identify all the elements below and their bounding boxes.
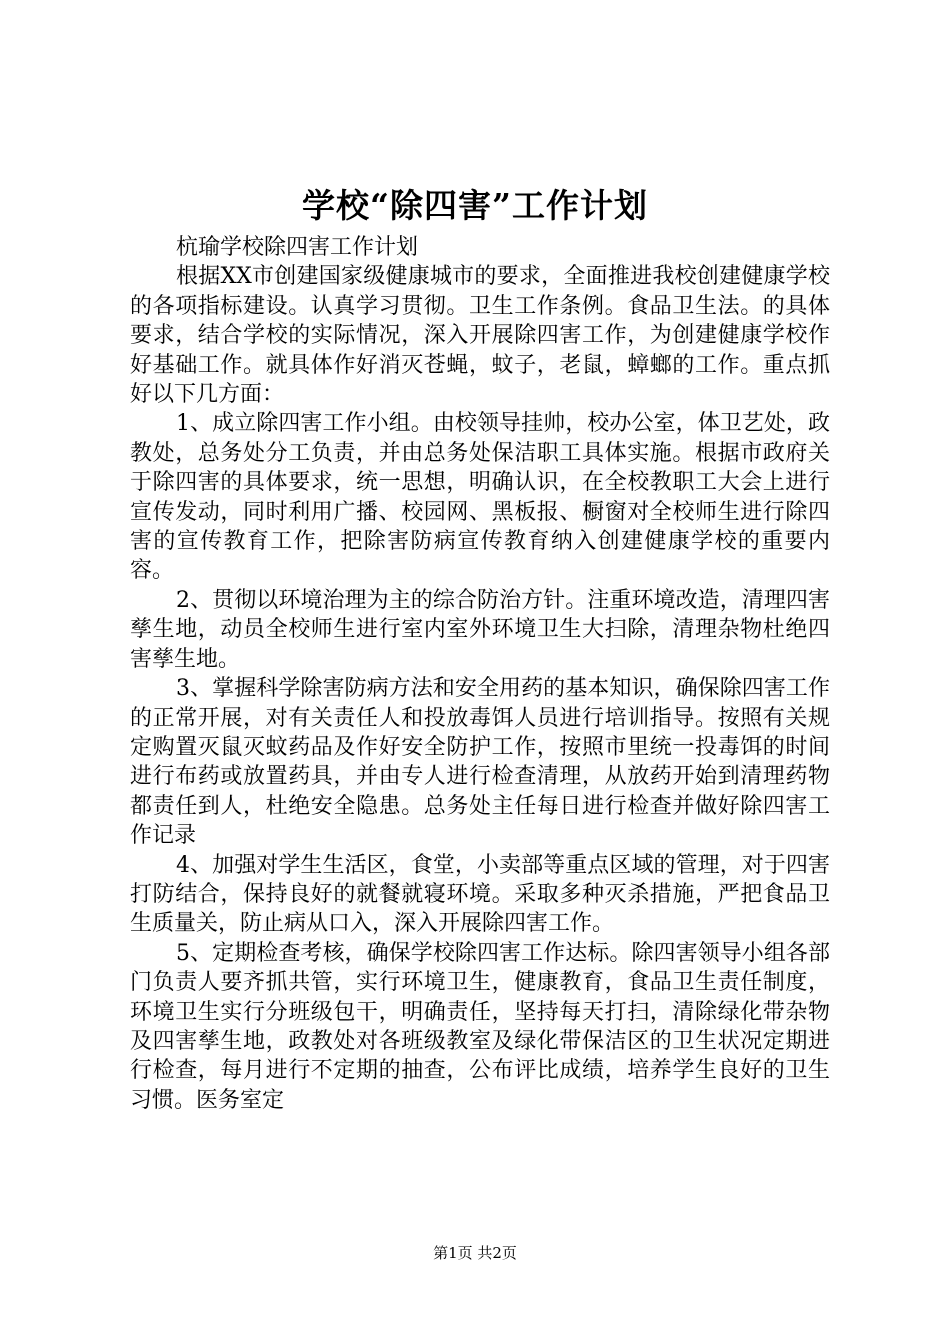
document-body: [130, 233, 830, 1115]
body-paragraph: 3、掌握科学除害防病方法和安全用药的基本知识，确保除四害工作的正常开展，对有关责任人和投放毒饵人员进行培训指导。按照有关规定购置灭鼠灭蚊药品及作好安全防护工作，按照市里统一投毒饵的时间进行布药或放置药具，并由专人进行检查清理，从放药开始到清理药物都责任到人，杜绝安全隐患。总务处主任每日进行检查并做好除四害工作记录: [130, 676, 830, 849]
body-paragraph: 杭瑜学校除四害工作计划: [176, 235, 419, 260]
document-title: 学校“除四害”工作计划: [302, 186, 648, 225]
body-paragraph: 2、贯彻以环境治理为主的综合防治方针。注重环境改造，清理四害孳生地，动员全校师生进行室内室外环境卫生大扫除，清理杂物杜绝四害孳生地。: [130, 587, 830, 672]
body-paragraph: 5、定期检查考核，确保学校除四害工作达标。除四害领导小组各部门负责人要齐抓共管，实行环境卫生，健康教育，食品卫生责任制度，环境卫生实行分班级包干，明确责任，坚持每天打扫，清除绿化带杂物及四害孳生地，政教处对各班级教室及绿化带保洁区的卫生状况定期进行检查，每月进行不定期的抽查，公布评比成绩，培养学生良好的卫生习惯。医务室定: [130, 940, 830, 1113]
body-paragraph: 1、成立除四害工作小组。由校领导挂帅，校办公室，体卫艺处，政教处，总务处分工负责，并由总务处保洁职工具体实施。根据市政府关于除四害的具体要求，统一思想，明确认识，在全校教职工大会上进行宣传发动，同时利用广播、校园网、黑板报、橱窗对全校师生进行除四害的宣传教育工作，把除害防病宣传教育纳入创建健康学校的重要内容。: [130, 411, 830, 584]
page-number-footer: 第1页 共2页: [433, 1244, 517, 1262]
body-paragraph: 4、加强对学生生活区，食堂，小卖部等重点区域的管理，对于四害打防结合，保持良好的就餐就寝环境。采取多种灭杀措施，严把食品卫生质量关，防止病从口入，深入开展除四害工作。: [130, 852, 830, 937]
body-paragraph: 根据XX市创建国家级健康城市的要求，全面推进我校创建健康学校的各项指标建设。认真学习贯彻。卫生工作条例。食品卫生法。的具体要求，结合学校的实际情况，深入开展除四害工作，为创建健康学校作好基础工作。就具体作好消灭苍蝇，蚊子，老鼠，蟑螂的工作。重点抓好以下几方面：: [130, 264, 830, 408]
